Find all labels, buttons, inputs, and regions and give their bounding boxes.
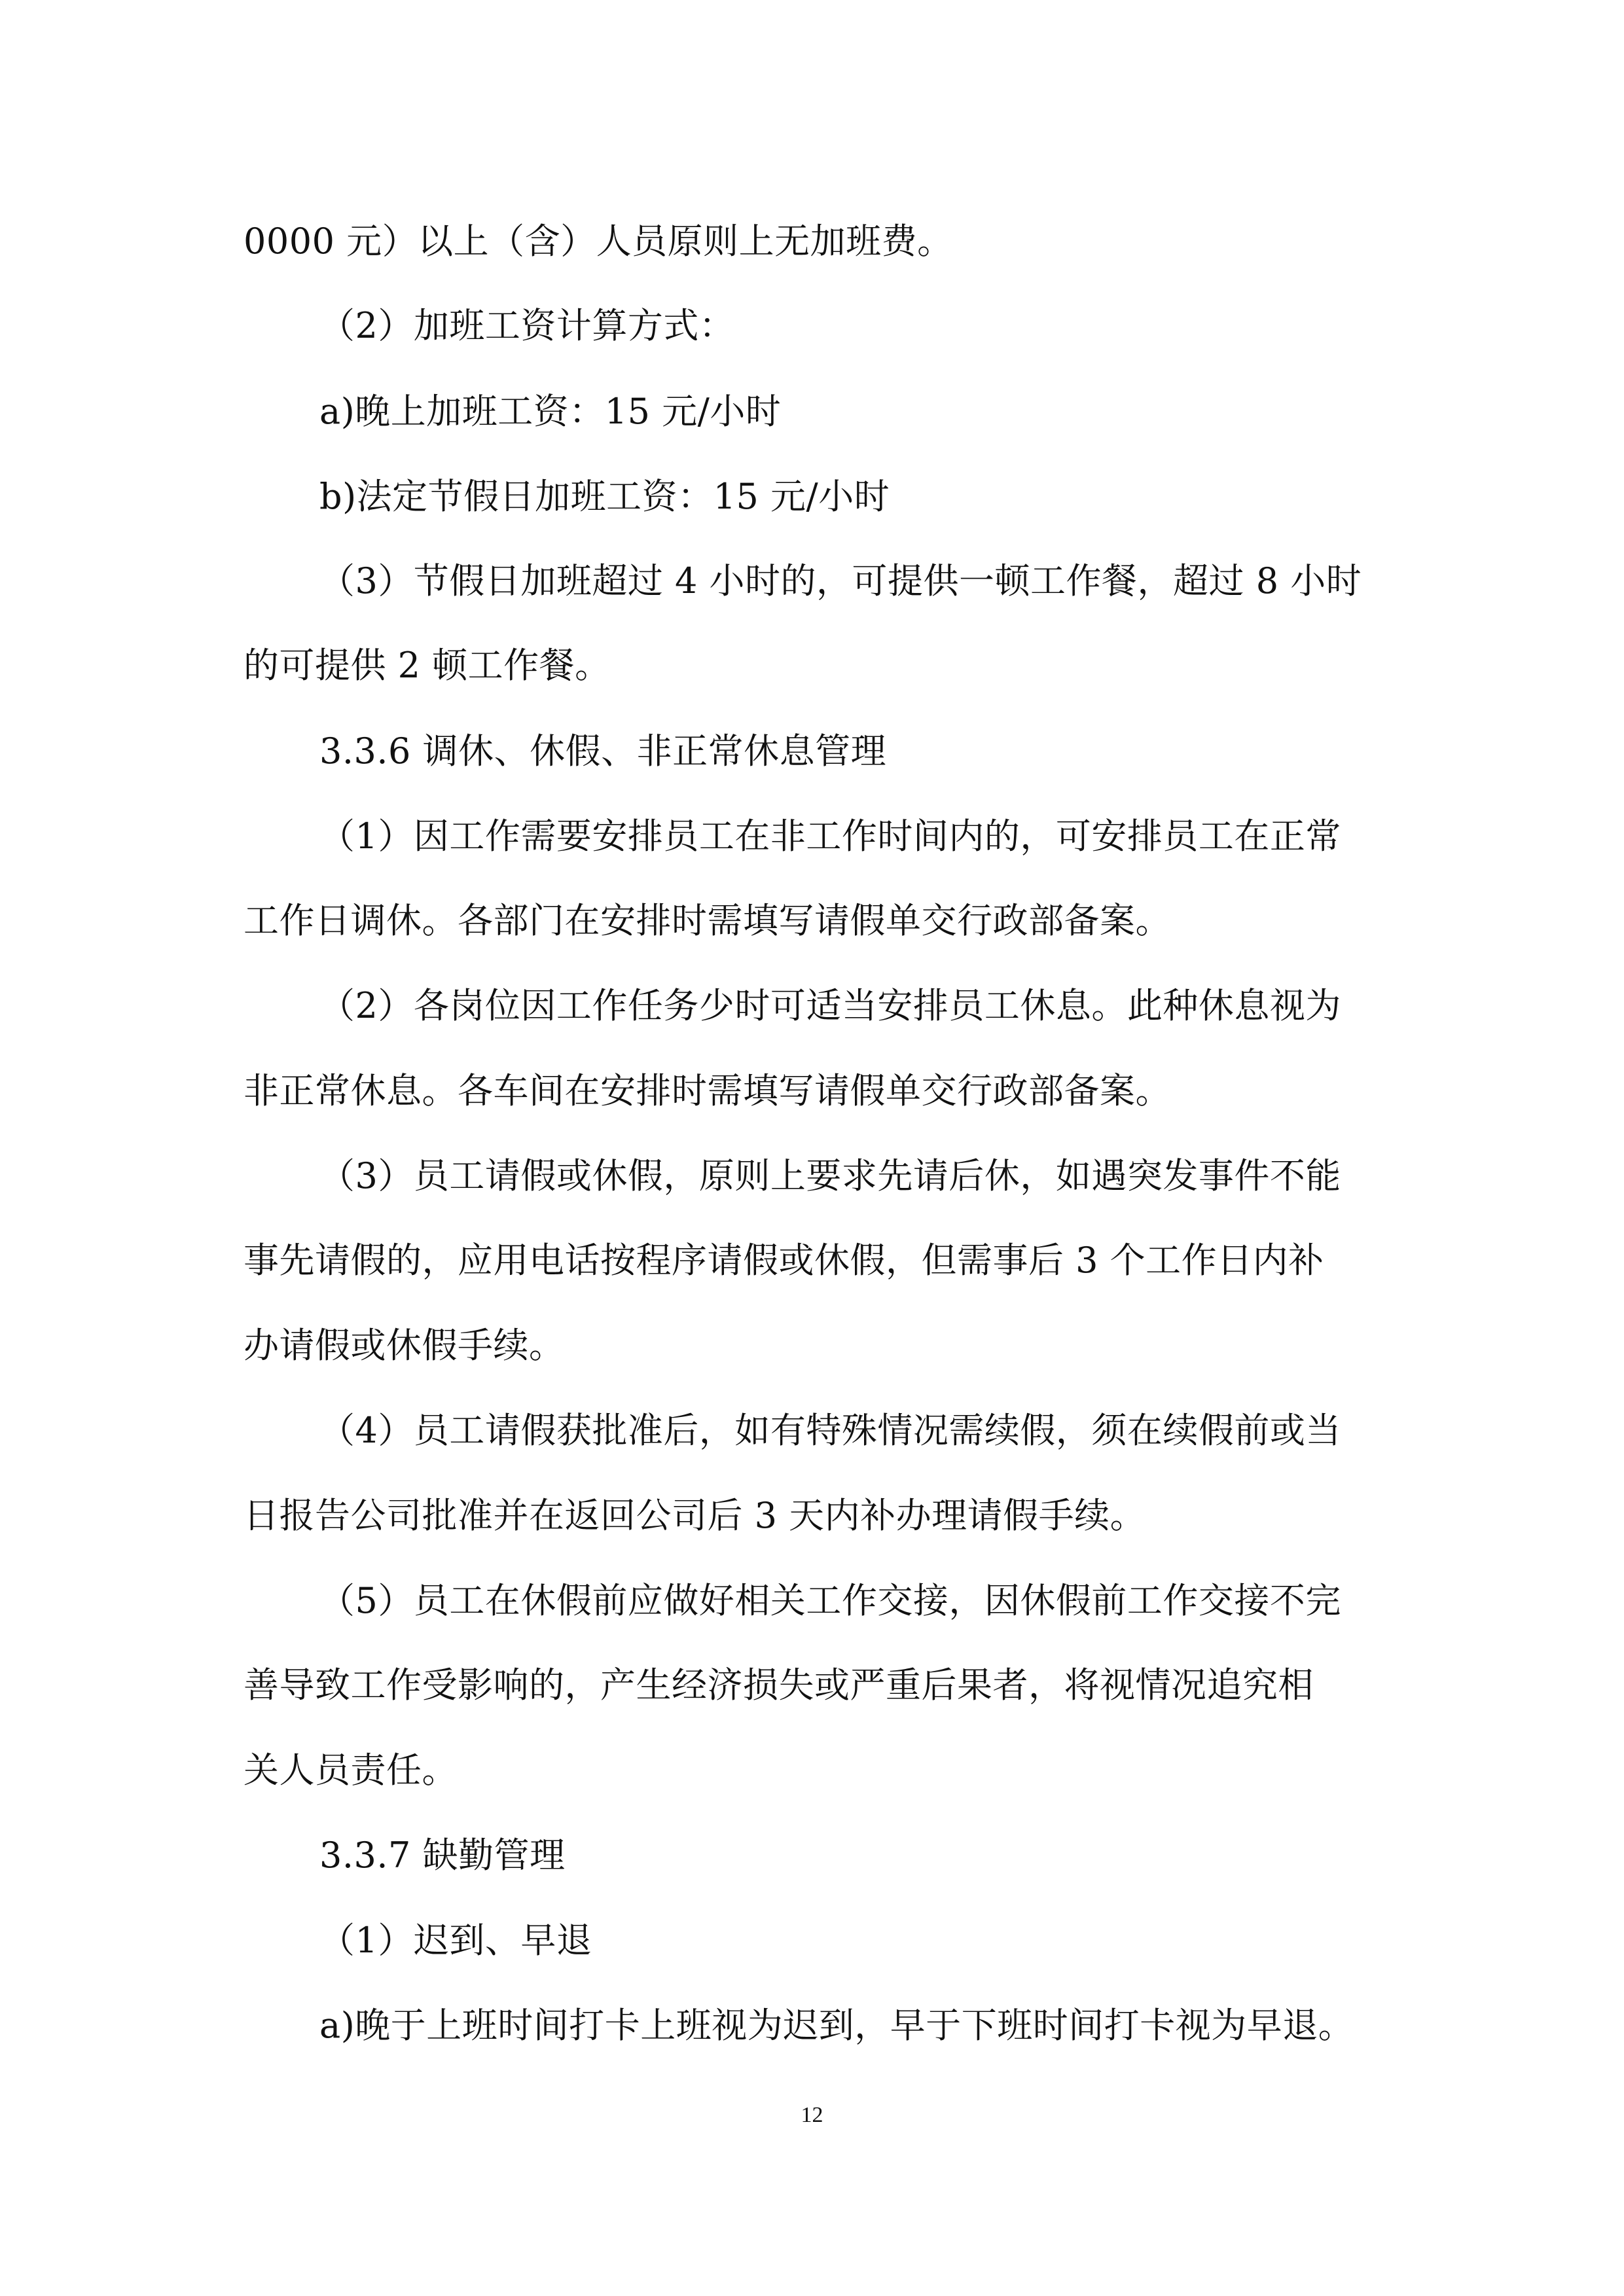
text-line-leave-extension-cont: 日报告公司批准并在返回公司后 3 天内补办理请假手续。	[244, 1495, 1146, 1536]
text-line-abnormal-rest: （2）各岗位因工作任务少时可适当安排员工休息。此种休息视为	[319, 985, 1341, 1026]
text-line-late-early-rule: a)晚于上班时间打卡上班视为迟到，早于下班时间打卡视为早退。	[319, 2005, 1354, 2046]
text-line-overtime-exemption: 0000 元）以上（含）人员原则上无加班费。	[244, 221, 953, 262]
text-line-late-early-heading: （1）迟到、早退	[319, 1920, 592, 1961]
text-line-compensatory-leave: （1）因工作需要安排员工在非工作时间内的，可安排员工在正常	[319, 816, 1341, 857]
text-line-leave-request-cont1: 事先请假的，应用电话按程序请假或休假，但需事后 3 个工作日内补	[244, 1240, 1324, 1281]
text-line-evening-overtime: a)晚上加班工资：15 元/小时	[319, 391, 782, 432]
text-line-handover-cont2: 关人员责任。	[244, 1749, 458, 1791]
text-line-overtime-calc-heading: （2）加班工资计算方式：	[319, 305, 735, 346]
text-line-handover-cont1: 善导致工作受影响的，产生经济损失或严重后果者，将视情况追究相	[244, 1664, 1314, 1706]
text-line-leave-extension: （4）员工请假获批准后，如有特殊情况需续假，须在续假前或当	[319, 1410, 1341, 1451]
text-line-handover: （5）员工在休假前应做好相关工作交接，因休假前工作交接不完	[319, 1580, 1341, 1621]
page-number: 12	[801, 2103, 823, 2127]
text-line-leave-request: （3）员工请假或休假，原则上要求先请后休，如遇突发事件不能	[319, 1155, 1341, 1196]
section-heading-3-3-6: 3.3.6 调休、休假、非正常休息管理	[319, 730, 887, 772]
text-line-abnormal-rest-cont: 非正常休息。各车间在安排时需填写请假单交行政部备案。	[244, 1070, 1171, 1111]
text-line-compensatory-leave-cont: 工作日调休。各部门在安排时需填写请假单交行政部备案。	[244, 900, 1171, 941]
section-heading-3-3-7: 3.3.7 缺勤管理	[319, 1835, 566, 1876]
text-line-meal-rule: （3）节假日加班超过 4 小时的，可提供一顿工作餐，超过 8 小时	[319, 560, 1362, 601]
text-line-meal-rule-cont: 的可提供 2 顿工作餐。	[244, 645, 611, 686]
text-line-holiday-overtime: b)法定节假日加班工资：15 元/小时	[319, 476, 890, 517]
text-line-leave-request-cont2: 办请假或休假手续。	[244, 1325, 565, 1366]
